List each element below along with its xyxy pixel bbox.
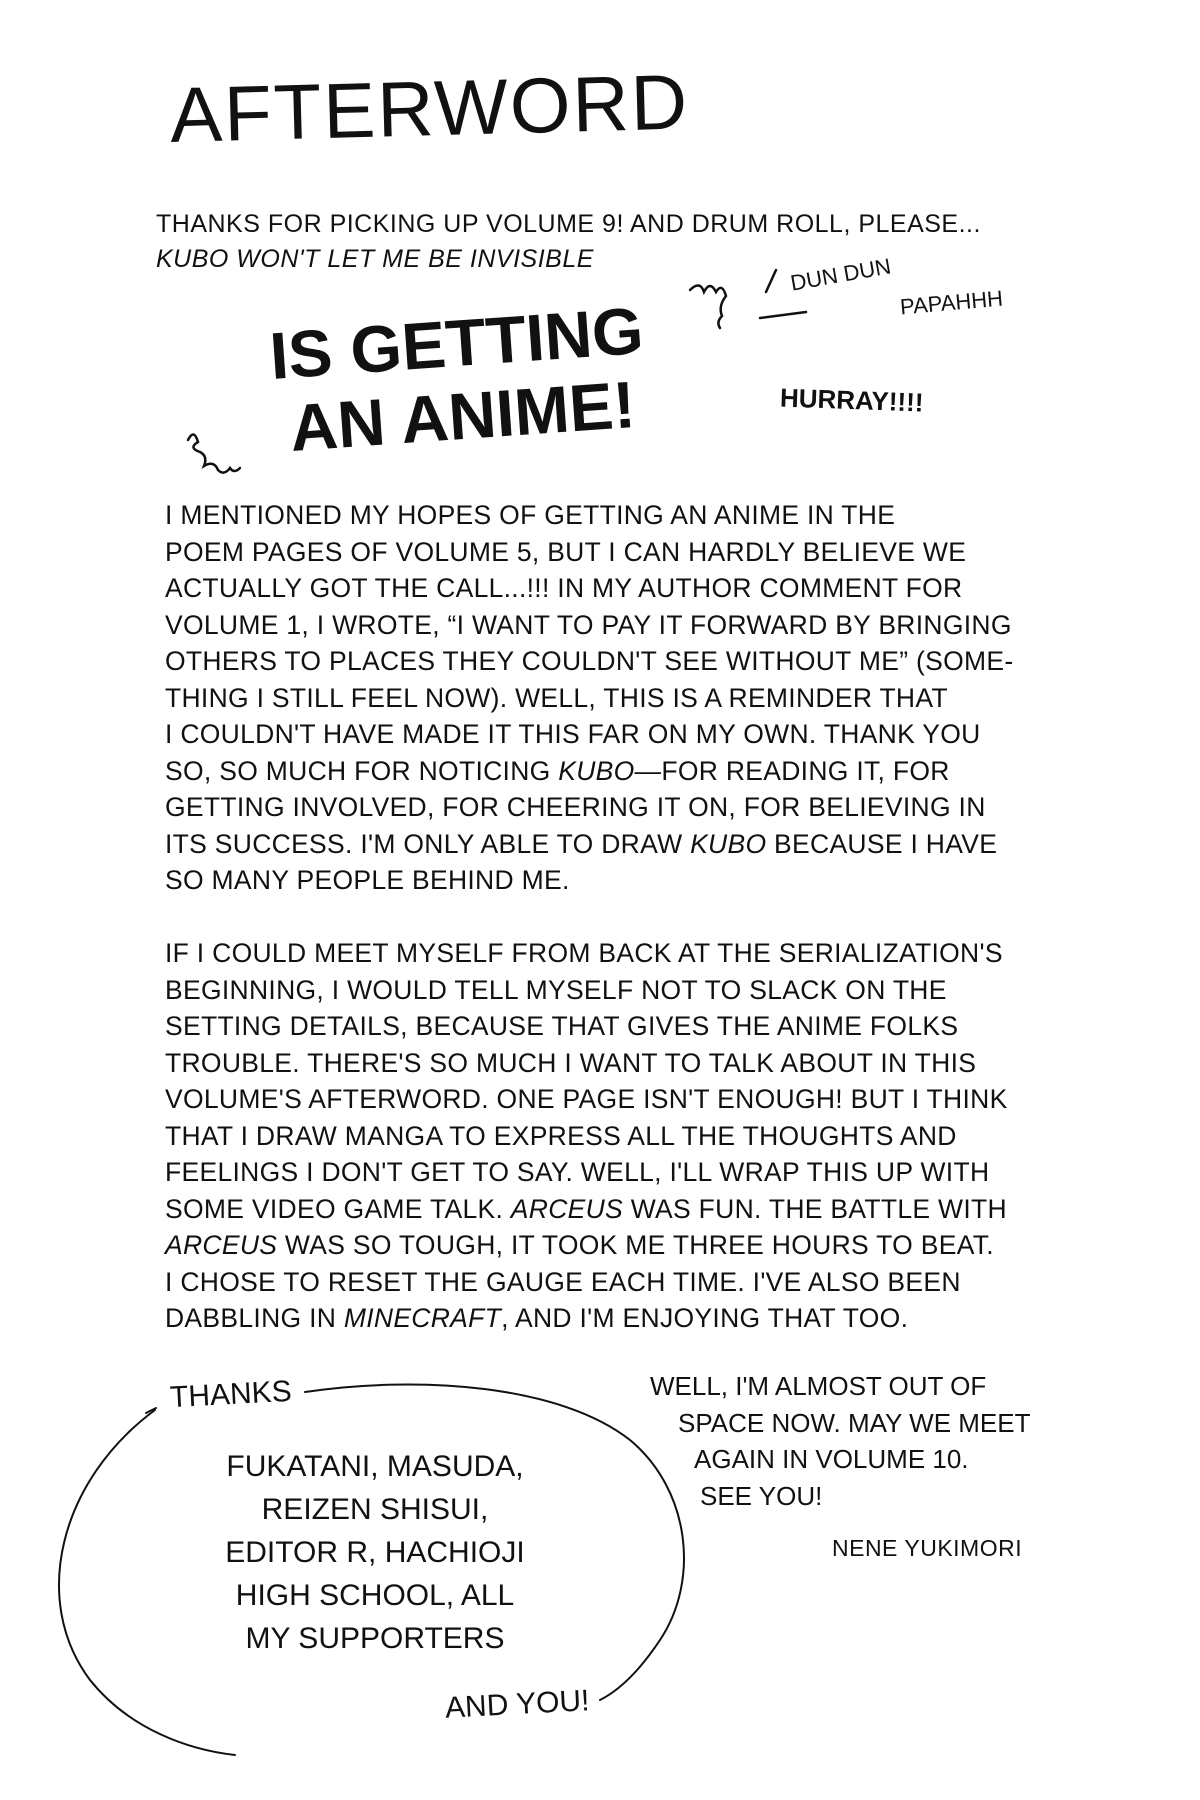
italic-title: KUBO (558, 755, 635, 786)
paragraph-1-line: I COULDN'T HAVE MADE IT THIS FAR ON MY OWN. THANK YOU (165, 719, 981, 749)
thanks-label: THANKS (169, 1374, 293, 1415)
paragraph-2-line: DABBLING IN MINECRAFT, AND I'M ENJOYING THAT TOO. (165, 1303, 909, 1333)
paragraph-1-line: SO, SO MUCH FOR NOTICING KUBO—FOR READING IT, FOR (165, 755, 950, 786)
closing-line: WELL, I'M ALMOST OUT OF (650, 1371, 987, 1401)
paragraph-1-line: SO MANY PEOPLE BEHIND ME. (165, 865, 570, 895)
paragraph-2-line: TROUBLE. THERE'S SO MUCH I WANT TO TALK ABOUT IN THIS (165, 1047, 977, 1078)
paragraph-2-line: I CHOSE TO RESET THE GAUGE EACH TIME. I'VE ALSO BEEN (165, 1266, 961, 1297)
sfx-hurray: HURRAY!!!! (779, 382, 924, 418)
sfx-dun-dun: DUN DUN (788, 253, 893, 296)
page-title: AFTERWORD (168, 57, 691, 159)
thanks-name-line: HIGH SCHOOL, ALL (235, 1579, 515, 1612)
paragraph-1-line: I MENTIONED MY HOPES OF GETTING AN ANIME IN THE (165, 500, 896, 530)
headline-line-2: AN ANIME! (287, 366, 638, 465)
intro-line-1: THANKS FOR PICKING UP VOLUME 9! AND DRUM ROLL, PLEASE... (156, 210, 981, 238)
paragraph-2-line: BEGINNING, I WOULD TELL MYSELF NOT TO SLACK ON THE (165, 974, 947, 1005)
italic-title: MINECRAFT (343, 1303, 502, 1333)
paragraph-2-line: SOME VIDEO GAME TALK. ARCEUS WAS FUN. THE BATTLE WITH (165, 1193, 1007, 1224)
paragraph-2-line: IF I COULD MEET MYSELF FROM BACK AT THE SERIALIZATION'S (165, 938, 1003, 968)
thanks-name-line: REIZEN SHISUI, (261, 1493, 489, 1526)
thanks-names (150, 1445, 600, 1660)
underline-mark (760, 312, 806, 318)
closing-line: AGAIN IN VOLUME 10. (694, 1444, 969, 1474)
closing-message (650, 1368, 1031, 1514)
squiggle-left (188, 434, 240, 472)
italic-title: ARCEUS (510, 1193, 624, 1224)
paragraph-1-line: VOLUME 1, I WROTE, “I WANT TO PAY IT FORWARD BY BRINGING (165, 609, 1012, 640)
paragraph-1-line: OTHERS TO PLACES THEY COULDN'T SEE WITHOUT ME” (SOME- (165, 646, 1014, 676)
sfx-papahhh: PAPAHHH (899, 285, 1004, 320)
thanks-name-line: MY SUPPORTERS (245, 1622, 505, 1655)
author-signature: NENE YUKIMORI (832, 1535, 1023, 1561)
paragraph-1-line: POEM PAGES OF VOLUME 5, BUT I CAN HARDLY BELIEVE WE (165, 536, 967, 567)
paragraph-1-line: ITS SUCCESS. I'M ONLY ABLE TO DRAW KUBO BECAUSE I HAVE (165, 828, 998, 859)
paragraph-2 (165, 935, 1065, 1337)
thanks-name-line: FUKATANI, MASUDA, (226, 1450, 524, 1483)
paragraph-2-line: ARCEUS WAS SO TOUGH, IT TOOK ME THREE HOURS TO BEAT. (165, 1230, 994, 1260)
paragraph-1 (165, 497, 1065, 899)
paragraph-2-line: FEELINGS I DON'T GET TO SAY. WELL, I'LL WRAP THIS UP WITH (165, 1157, 990, 1187)
intro-line-2: KUBO WON'T LET ME BE INVISIBLE (156, 245, 594, 273)
paragraph-2-line: THAT I DRAW MANGA TO EXPRESS ALL THE THOUGHTS AND (165, 1120, 957, 1151)
paragraph-2-line: SETTING DETAILS, BECAUSE THAT GIVES THE ANIME FOLKS (165, 1011, 959, 1041)
thanks-name-line: EDITOR R, HACHIOJI (225, 1536, 525, 1569)
closing-line: SEE YOU! (700, 1480, 823, 1511)
italic-title: KUBO (690, 828, 767, 859)
italic-title: ARCEUS (165, 1230, 278, 1260)
headline-line-1: IS GETTING (267, 292, 646, 393)
thanks-and-you: AND YOU! (444, 1684, 591, 1725)
paragraph-1-line: ACTUALLY GOT THE CALL...!!! IN MY AUTHOR COMMENT FOR (165, 573, 963, 603)
paragraph-1-line: THING I STILL FEEL NOW). WELL, THIS IS A REMINDER THAT (165, 682, 948, 713)
dash-mark (766, 270, 776, 292)
paragraph-1-line: GETTING INVOLVED, FOR CHEERING IT ON, FOR BELIEVING IN (165, 792, 986, 822)
paragraph-2-line: VOLUME'S AFTERWORD. ONE PAGE ISN'T ENOUGH! BUT I THINK (165, 1084, 1008, 1114)
squiggle-right (690, 285, 726, 328)
closing-line: SPACE NOW. MAY WE MEET (678, 1407, 1031, 1438)
